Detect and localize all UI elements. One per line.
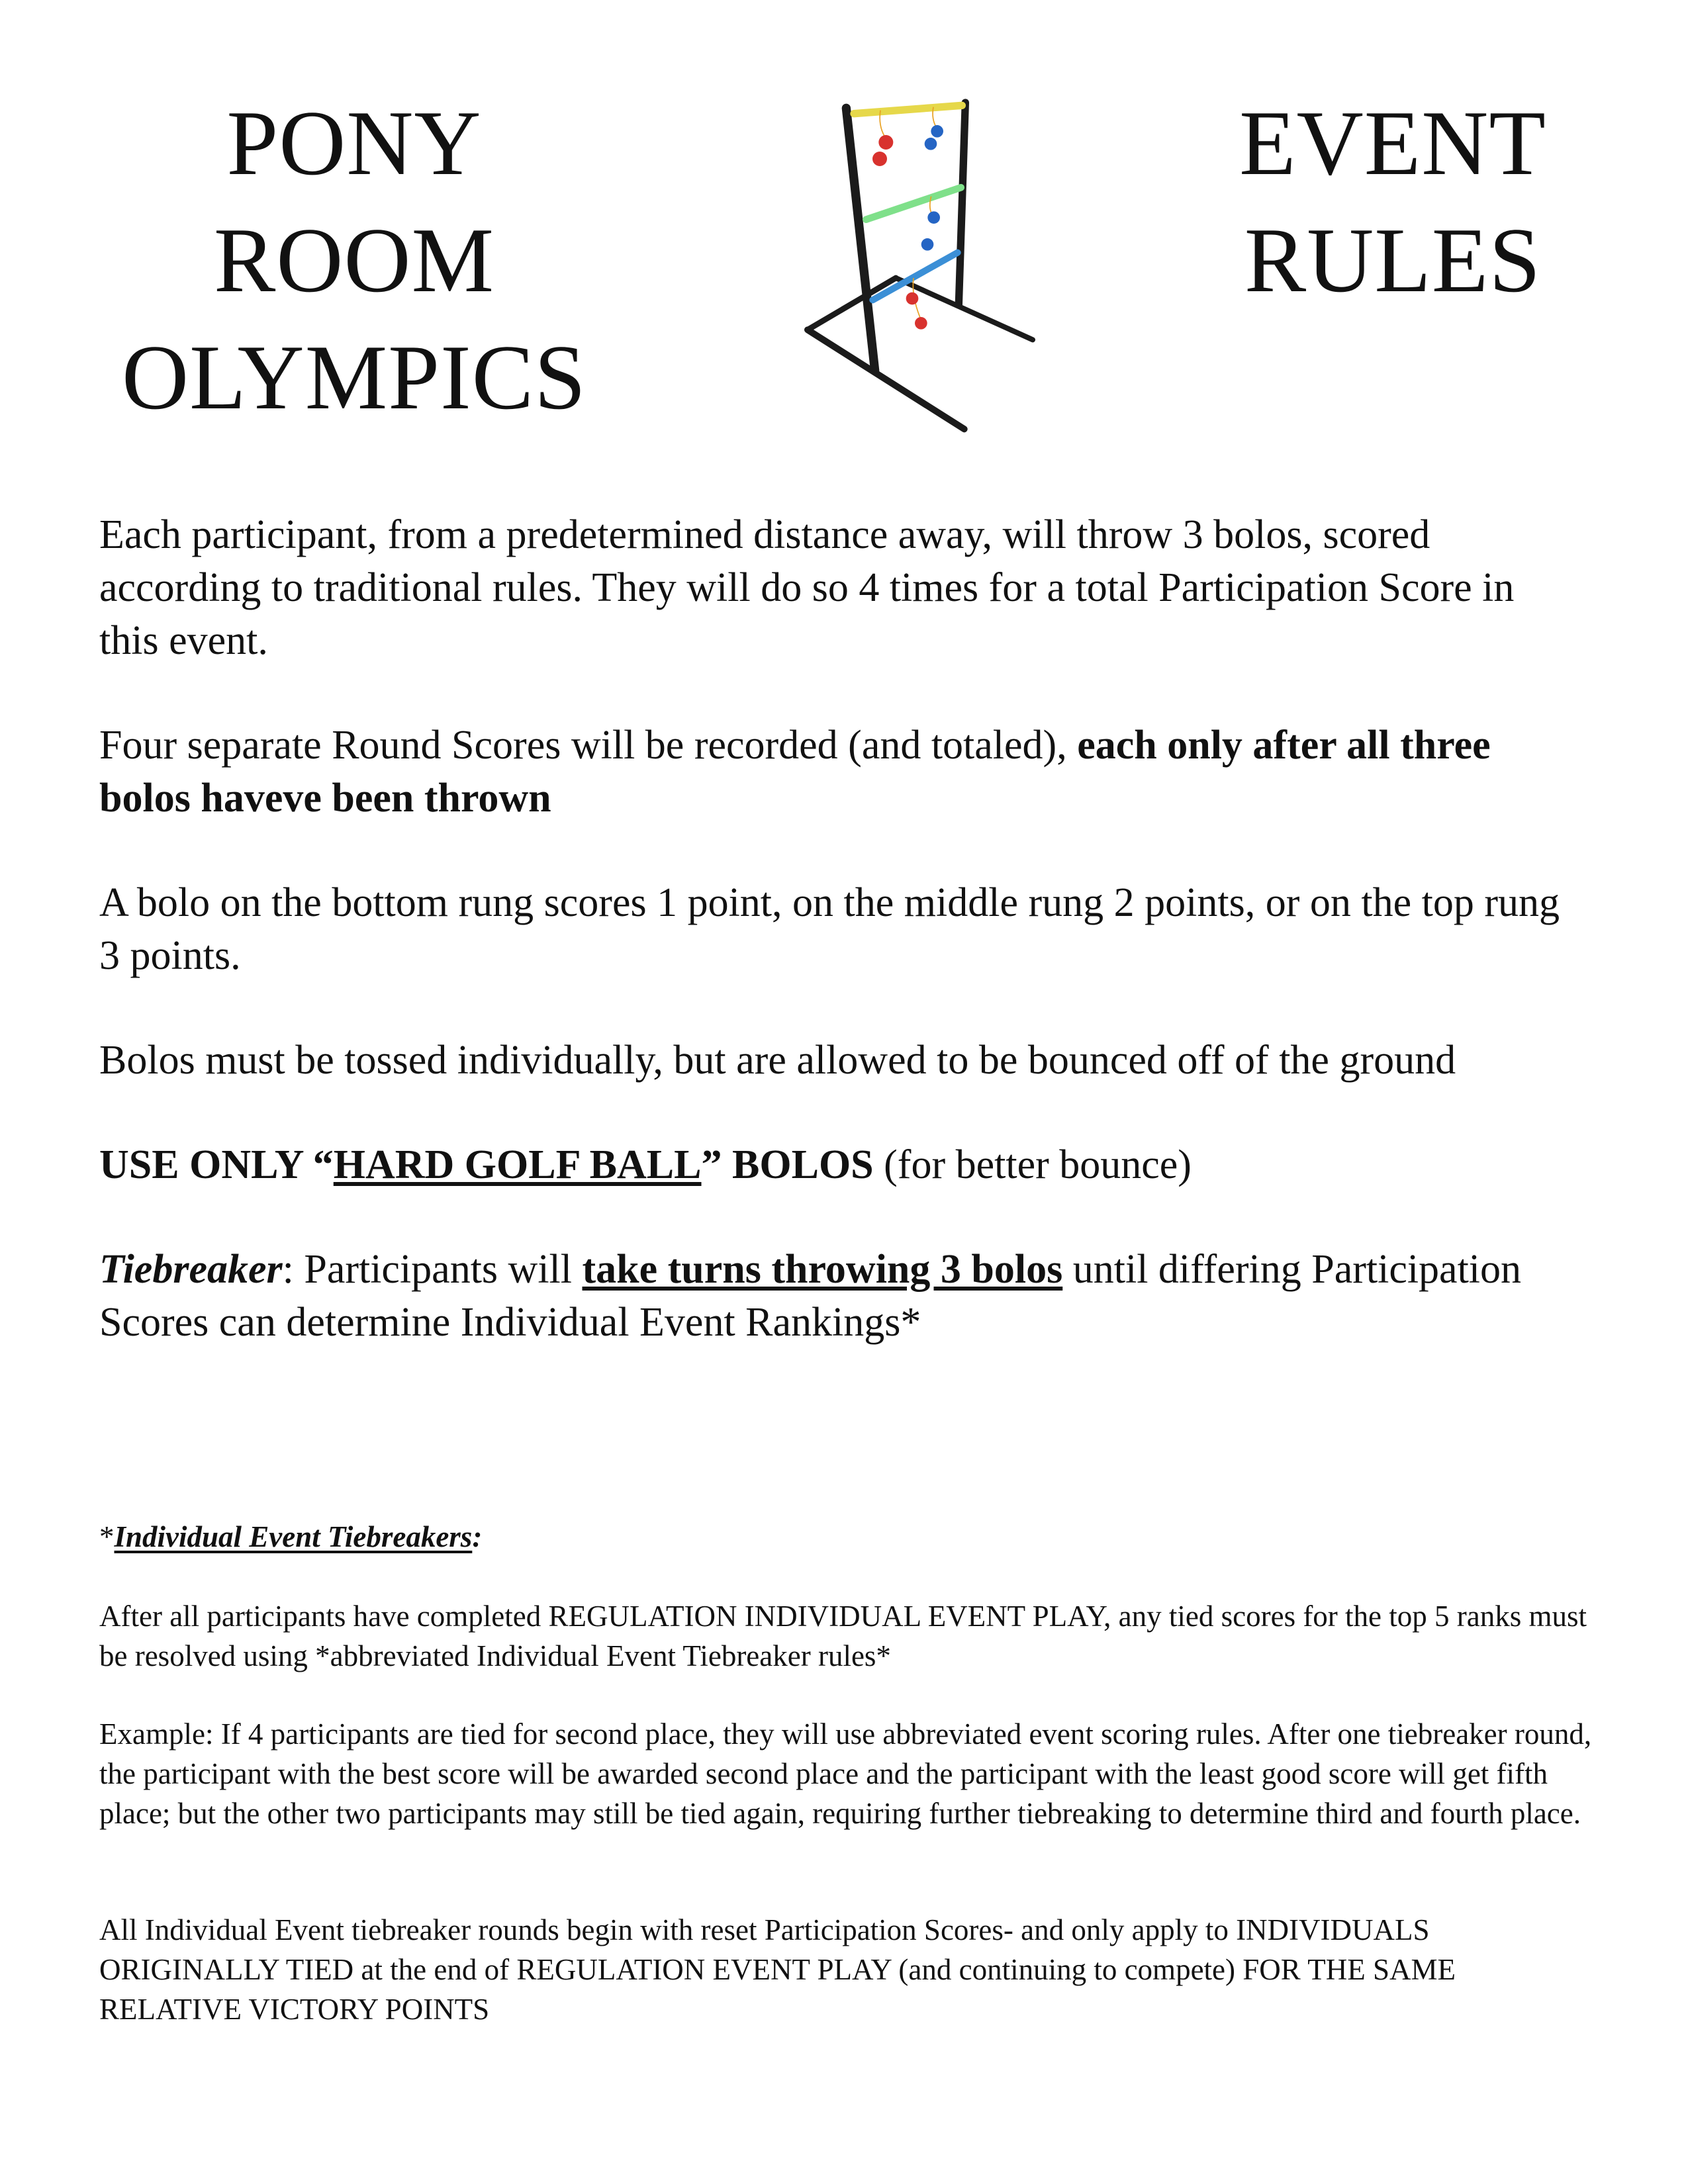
- underlined-text: take turns throwing 3 bolos: [582, 1247, 1063, 1292]
- bold-text: each only after all three bolos haveve been thrown: [99, 723, 1491, 821]
- footnote-paragraph-reset: All Individual Event tiebreaker rounds begin with reset Participation Scores- and only apply to INDIVIDUALS ORIGINALLY TIED at the end of REGULATION EVENT PLAY (and continuing to compete) FOR THE SAME RELATIVE VICTORY POINTS: [99, 1913, 1456, 2026]
- footnote-heading-text: Individual Event Tiebreakers: [114, 1520, 473, 1553]
- rule-paragraph-round-scores: [99, 719, 1575, 825]
- text: until differing Participation Scores can determine Individual Event Rankings*: [99, 1247, 1522, 1345]
- bold-text: ” BOLOS: [701, 1142, 874, 1187]
- rule-paragraph-scoring: A bolo on the bottom rung scores 1 point, on the middle rung 2 points, or on the top rung 3 points.: [99, 880, 1560, 978]
- colon: :: [472, 1520, 483, 1553]
- ladder-golf-icon: [781, 86, 1046, 437]
- footnote-paragraph-regulation: After all participants have completed REGULATION INDIVIDUAL EVENT PLAY, any tied scores for the top 5 ranks must be resolved using *abbreviated Individual Event Tiebreaker rules*: [99, 1600, 1587, 1672]
- bolo-balls: [872, 125, 943, 330]
- tiebreaker-label: Tiebreaker: [99, 1247, 283, 1292]
- bold-text: USE ONLY “: [99, 1142, 334, 1187]
- rule-paragraph-bolo-type: [99, 1138, 1575, 1191]
- text: : Participants will: [282, 1247, 583, 1292]
- text: Four separate Round Scores will be recorded (and totaled),: [99, 723, 1078, 768]
- footnote-paragraph-example: Example: If 4 participants are tied for second place, they will use abbreviated event scoring rules. After one tiebreaker round, the participant with the best score will be awarded second place and the participant with the least good score will get fifth place; but the other two participants may still be tied again, requiring further tiebreaking to determine third and fourth place.: [99, 1717, 1592, 1830]
- asterisk: *: [99, 1520, 115, 1553]
- title-line: ROOM: [213, 209, 495, 312]
- title-line: RULES: [1244, 209, 1542, 312]
- rule-paragraph-tiebreaker: [99, 1243, 1575, 1349]
- rule-paragraph-tossing: Bolos must be tossed individually, but are allowed to be bounced off of the ground: [99, 1038, 1456, 1083]
- rule-paragraph-throws: Each participant, from a predetermined distance away, will throw 3 bolos, scored according to traditional rules. They will do so 4 times for a total Participation Score in this event.: [99, 512, 1515, 663]
- title-line: EVENT: [1239, 92, 1546, 195]
- footnote-heading: [99, 1517, 1595, 1557]
- text: (for better bounce): [873, 1142, 1192, 1187]
- underlined-text: HARD GOLF BALL: [333, 1142, 702, 1187]
- title-pony-room-olympics: [56, 85, 652, 436]
- title-event-rules: [1095, 85, 1688, 319]
- title-line: OLYMPICS: [122, 326, 586, 429]
- title-line: PONY: [226, 92, 482, 195]
